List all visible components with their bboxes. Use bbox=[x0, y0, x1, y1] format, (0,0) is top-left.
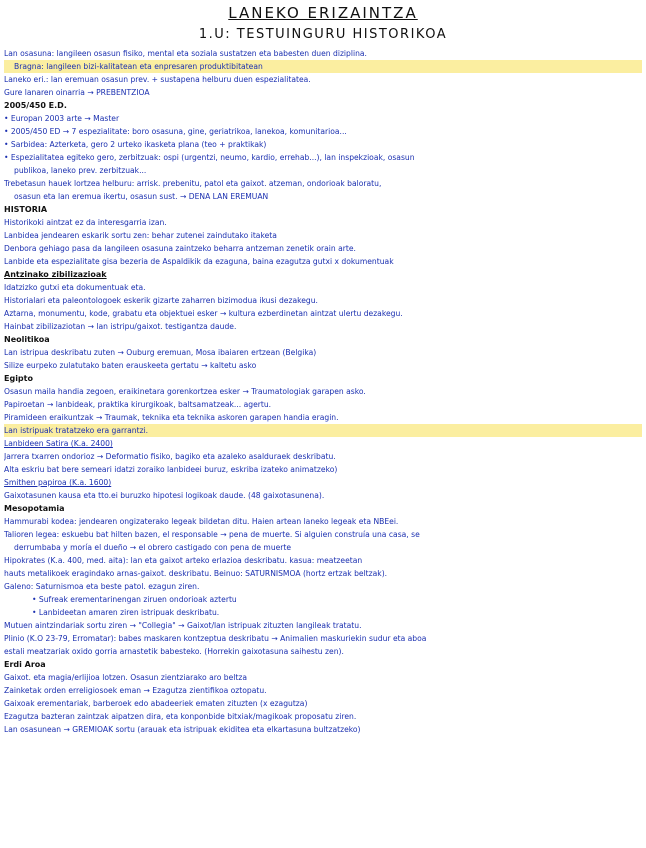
note-line: Hainbat zibilizaziotan → lan istripu/gaixot. testigantza daude. bbox=[4, 322, 237, 331]
note-line: • Lanbideetan amaren ziren istripuak deskribatu. bbox=[32, 608, 220, 617]
note-line: Lanbidea jendearen eskarik sortu zen: behar zutenei zaindutako itaketa bbox=[4, 231, 277, 240]
page-title: LANEKO ERIZAINTZA bbox=[228, 4, 418, 22]
note-line: Denbora gehiago pasa da langileen osasuna zaintzeko beharra antzeman zenetik orain arte. bbox=[4, 244, 356, 253]
section-heading: Mesopotamia bbox=[4, 504, 65, 513]
note-line: osasun eta lan eremua ikertu, osasun sust. → DENA LAN EREMUAN bbox=[14, 192, 269, 201]
note-line: • Europan 2003 arte → Master bbox=[4, 114, 120, 123]
note-line: Lanbideen Satira (K.a. 2400) bbox=[4, 439, 113, 448]
section-heading: Lan istripuak tratatzeko era garrantzi. bbox=[4, 424, 642, 437]
note-line: Lanbide eta espezialitate gisa bezeria de Aspaldikik da ezaguna, baina ezagutza gutxi x dokumentuak bbox=[4, 257, 394, 266]
note-line: Laneko eri.: lan eremuan osasun prev. + sustapena helburu duen espezialitatea. bbox=[4, 75, 311, 84]
note-line: estali meatzariak oxido gorria arnastetik babesteko. (Horrekin gaixotasuna saihestu zen). bbox=[4, 647, 344, 656]
note-line: Hammurabi kodea: jendearen ongizaterako legeak bildetan ditu. Haien artean laneko legeak eta NBEei. bbox=[4, 517, 399, 526]
note-line: Zainketak orden erreligiosoek eman → Ezagutza zientifikoa oztopatu. bbox=[4, 686, 267, 695]
note-line: Lan osasunean → GREMIOAK sortu (arauak eta istripuak ekiditea eta elkartasuna bultzatzeko) bbox=[4, 725, 361, 734]
note-line: Galeno: Saturnismoa eta beste patol. ezagun ziren. bbox=[4, 582, 200, 591]
note-line: • Sarbidea: Azterketa, gero 2 urteko ikasketa plana (teo + praktikak) bbox=[4, 140, 267, 149]
note-line: Smithen papiroa (K.a. 1600) bbox=[4, 478, 112, 487]
note-line: Historialari eta paleontologoek eskerik gizarte zaharren bizimodua ikusi dezakegu. bbox=[4, 296, 318, 305]
note-line: Gaixot. eta magia/erlijioa lotzen. Osasun zientziarako aro beltza bbox=[4, 673, 247, 682]
note-line: Gaixotasunen kausa eta tto.ei buruzko hipotesi logikoak daude. (48 gaixotasunena). bbox=[4, 491, 325, 500]
note-line: Jarrera txarren ondorioz → Deformatio fisiko, bagiko eta azaleko asalduraek deskribatu. bbox=[4, 452, 336, 461]
note-line: Mutuen aintzindariak sortu ziren → "Collegia" → Gaixot/lan istripuak zituzten langileak tratatu. bbox=[4, 621, 362, 630]
note-line: Lan osasuna: langileen osasun fisiko, mental eta soziala sustatzen eta babesten duen diziplina. bbox=[4, 49, 367, 58]
note-line: Idatzizko gutxi eta dokumentuak eta. bbox=[4, 283, 146, 292]
note-line: publikoa, laneko prev. zerbitzuak... bbox=[14, 166, 147, 175]
note-line: hauts metalikoek eragindako arnas-gaixot. deskribatu. Beinuo: SATURNISMOA (hortz ertzak beltzak). bbox=[4, 569, 388, 578]
note-line: Aztarna, monumentu, kode, grabatu eta objektuei esker → kultura ezberdinetan aintzat ulertu dezakegu. bbox=[4, 309, 403, 318]
note-line: Silize eurpeko zulatutako baten erauskeeta gertatu → kaltetu asko bbox=[4, 361, 257, 370]
note-line: Talioren legea: eskuebu bat hilten bazen, el responsable → pena de muerte. Si alguien construía una casa, se bbox=[4, 530, 420, 539]
notes-body bbox=[4, 47, 642, 736]
section-heading: HISTORIA bbox=[4, 205, 48, 214]
section-heading: Erdi Aroa bbox=[4, 660, 46, 669]
note-line: Ezagutza bazteran zaintzak aipatzen dira, eta konponbide bitxiak/magikoak proposatu ziren. bbox=[4, 712, 357, 721]
section-heading: Egipto bbox=[4, 374, 33, 383]
page-subtitle: 1.U: TESTUINGURU HISTORIKOA bbox=[198, 27, 448, 42]
note-line: • 2005/450 ED → 7 espezialitate: boro osasuna, gine, geriatrikoa, lanekoa, komunitarioa... bbox=[4, 127, 347, 136]
note-line: Gaixoak erementariak, barberoek edo abadeeriek ematen zituzten (x ezagutza) bbox=[4, 699, 308, 708]
note-line: • Sufreak erementarinengan ziruen ondorioak aztertu bbox=[32, 595, 237, 604]
note-line: Gure lanaren oinarria → PREBENTZIOA bbox=[4, 88, 150, 97]
section-heading: Bragna: langileen bizi-kalitatean eta enpresaren produktibitatean bbox=[4, 60, 642, 73]
note-line: Osasun maila handia zegoen, eraikinetara gorenkortzea esker → Traumatologiak garapen asko. bbox=[4, 387, 366, 396]
note-line: Papiroetan → lanbideak, praktika kirurgikoak, baltsamatzeak... agertu. bbox=[4, 400, 272, 409]
note-line: Historikoki aintzat ez da interesgarria izan. bbox=[4, 218, 167, 227]
note-line: Lan istripua deskribatu zuten → Ouburg eremuan, Mosa ibaiaren ertzean (Belgika) bbox=[4, 348, 317, 357]
note-line: Plinio (K.O 23-79, Erromatar): babes maskaren kontzeptua deskribatu → Animalien maskuriekin sudur eta aboa bbox=[4, 634, 427, 643]
note-line: • Espezialitatea egiteko gero, zerbitzuak: ospi (urgentzi, neumo, kardio, errehab...), lan inspekzioak, osasun bbox=[4, 153, 415, 162]
section-heading: Antzinako zibilizazioak bbox=[4, 270, 107, 279]
note-line: derrumbaba y moría el dueño → el obrero castigado con pena de muerte bbox=[14, 543, 292, 552]
note-line: Piramideen eraikuntzak → Traumak, teknika eta teknika askoren garapen handia eragin. bbox=[4, 413, 339, 422]
section-heading: 2005/450 E.D. bbox=[4, 101, 67, 110]
section-heading: Neolitikoa bbox=[4, 335, 50, 344]
note-line: Hipokrates (K.a. 400, med. aita): lan eta gaixot arteko erlazioa deskribatu. kasua: meatzeetan bbox=[4, 556, 363, 565]
note-line: Trebetasun hauek lortzea helburu: arrisk. prebenitu, patol eta gaixot. atzeman, ondorioak baloratu, bbox=[4, 179, 382, 188]
note-line: Alta eskriu bat bere semeari idatzi zoraiko lanbideei buruz, eskriba izateko animatzeko) bbox=[4, 465, 338, 474]
